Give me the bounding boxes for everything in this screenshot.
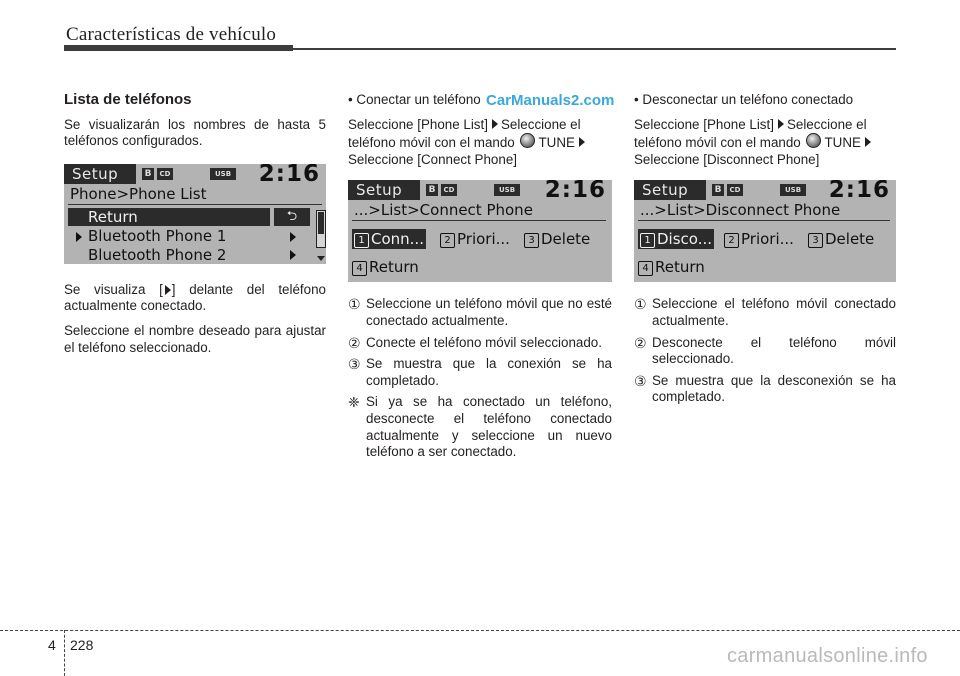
scroll-thumb[interactable] bbox=[318, 212, 324, 234]
list-item-note: ❈ Si ya se ha conectado un teléfono, desconecte el teléfono conectado actualmente y seleccione un nuevo teléfono a ser conectado. bbox=[348, 394, 612, 460]
scroll-down-icon[interactable] bbox=[317, 256, 325, 261]
list-item-phone-2[interactable]: Bluetooth Phone 2 bbox=[88, 245, 227, 264]
screen-connect-phone bbox=[348, 180, 612, 282]
clock: 2:16 bbox=[258, 163, 320, 187]
option-return[interactable]: 4 Return bbox=[638, 257, 705, 277]
bluetooth-icon: B bbox=[712, 184, 724, 196]
list-item: ② Desconecte el teléfono móvil seleccionado. bbox=[634, 334, 896, 367]
bullet-disconnect: • Desconectar un teléfono conectado bbox=[634, 92, 854, 107]
clock: 2:16 bbox=[828, 180, 890, 204]
intro-paragraph: Se visualizarán los nombres de hasta 5 teléfonos configurados. bbox=[64, 116, 326, 149]
column-disconnect-phone bbox=[634, 92, 896, 411]
list-item-phone-1[interactable]: Bluetooth Phone 1 bbox=[88, 226, 227, 245]
list-item: ② Conecte el teléfono móvil seleccionado. bbox=[348, 334, 602, 351]
footer-divider bbox=[0, 630, 960, 631]
path-divider bbox=[68, 204, 322, 205]
back-icon[interactable]: ⮌ bbox=[274, 208, 310, 226]
chapter-number: 4 bbox=[48, 637, 56, 653]
option-priority[interactable]: 2 Priori... bbox=[440, 229, 510, 249]
select-paragraph: Seleccione el nombre deseado para ajustar el teléfono seleccionado. bbox=[64, 322, 326, 355]
screen-path: ...>List>Connect Phone bbox=[354, 201, 533, 220]
column-phone-list bbox=[64, 92, 326, 364]
list-item-return[interactable]: Return bbox=[68, 208, 270, 226]
list-item: ① Seleccione un teléfono móvil que no esté conectado actualmente. bbox=[348, 296, 612, 328]
cd-badge: CD bbox=[441, 184, 457, 196]
list-item: ③ Se muestra que la desconexión se ha completado. bbox=[634, 372, 896, 405]
usb-badge: USB bbox=[210, 168, 236, 180]
watermark-bottom: carmanualsonline.info bbox=[727, 645, 928, 667]
screen-path: ...>List>Disconnect Phone bbox=[640, 201, 841, 220]
option-connect[interactable]: 1 Conn... bbox=[352, 229, 426, 249]
setup-tab: Setup bbox=[348, 180, 420, 200]
triangle-icon bbox=[163, 284, 172, 295]
tune-knob-icon bbox=[806, 133, 821, 148]
cd-badge: CD bbox=[727, 184, 743, 196]
arrow-right-icon bbox=[579, 137, 585, 147]
setup-tab: Setup bbox=[64, 164, 136, 184]
screen-disconnect-phone bbox=[634, 180, 896, 282]
option-return[interactable]: 4 Return bbox=[352, 257, 419, 277]
page-header-title: Características de vehículo bbox=[66, 24, 277, 45]
list-item: ③ Se muestra que la conexión se ha completado. bbox=[348, 356, 612, 388]
tune-knob-icon bbox=[520, 133, 535, 148]
screen-path: Phone>Phone List bbox=[70, 184, 207, 203]
footer-vertical-divider bbox=[64, 630, 65, 676]
current-phone-arrow-icon bbox=[76, 232, 82, 242]
cd-badge: CD bbox=[157, 168, 173, 180]
column-connect-phone bbox=[348, 92, 615, 466]
clock: 2:16 bbox=[544, 180, 606, 204]
header-rule-thick bbox=[64, 45, 293, 51]
row-arrow-icon bbox=[290, 250, 296, 260]
usb-badge: USB bbox=[780, 184, 806, 196]
option-disconnect[interactable]: 1 Disco... bbox=[638, 229, 714, 249]
path-divider bbox=[638, 220, 890, 221]
steps-disconnect bbox=[634, 296, 896, 406]
row-arrow-icon bbox=[290, 232, 296, 242]
screen-phone-list bbox=[64, 164, 326, 264]
setup-tab: Setup bbox=[634, 180, 706, 200]
header-rule-thin bbox=[293, 48, 896, 50]
arrow-right-icon bbox=[865, 137, 871, 147]
steps-connect bbox=[348, 296, 612, 460]
arrow-right-icon bbox=[492, 119, 498, 129]
bluetooth-icon: B bbox=[142, 168, 154, 180]
watermark-top: CarManuals2.com bbox=[486, 92, 615, 109]
bullet-connect: • Conectar un teléfono bbox=[348, 92, 481, 107]
arrow-paragraph: Se visualiza [ ] delante del teléfono actualmente conectado. bbox=[64, 281, 326, 314]
bluetooth-icon: B bbox=[426, 184, 438, 196]
page-number: 228 bbox=[70, 637, 94, 653]
section-heading: Lista de teléfonos bbox=[64, 91, 192, 108]
instruction-disconnect: Seleccione [Phone List] Seleccione el teléfono móvil con el mando TUNE Seleccione [Disconnect Phone] bbox=[634, 117, 896, 169]
list-item: ① Seleccione el teléfono móvil conectado actualmente. bbox=[634, 296, 896, 328]
instruction-connect: Seleccione [Phone List] Seleccione el teléfono móvil con el mando TUNE Seleccione [Connect Phone] bbox=[348, 117, 612, 169]
arrow-right-icon bbox=[778, 119, 784, 129]
path-divider bbox=[352, 220, 606, 221]
option-delete[interactable]: 3 Delete bbox=[808, 229, 874, 249]
scrollbar[interactable] bbox=[316, 210, 326, 248]
option-delete[interactable]: 3 Delete bbox=[524, 229, 590, 249]
option-priority[interactable]: 2 Priori... bbox=[724, 229, 794, 249]
usb-badge: USB bbox=[494, 184, 520, 196]
